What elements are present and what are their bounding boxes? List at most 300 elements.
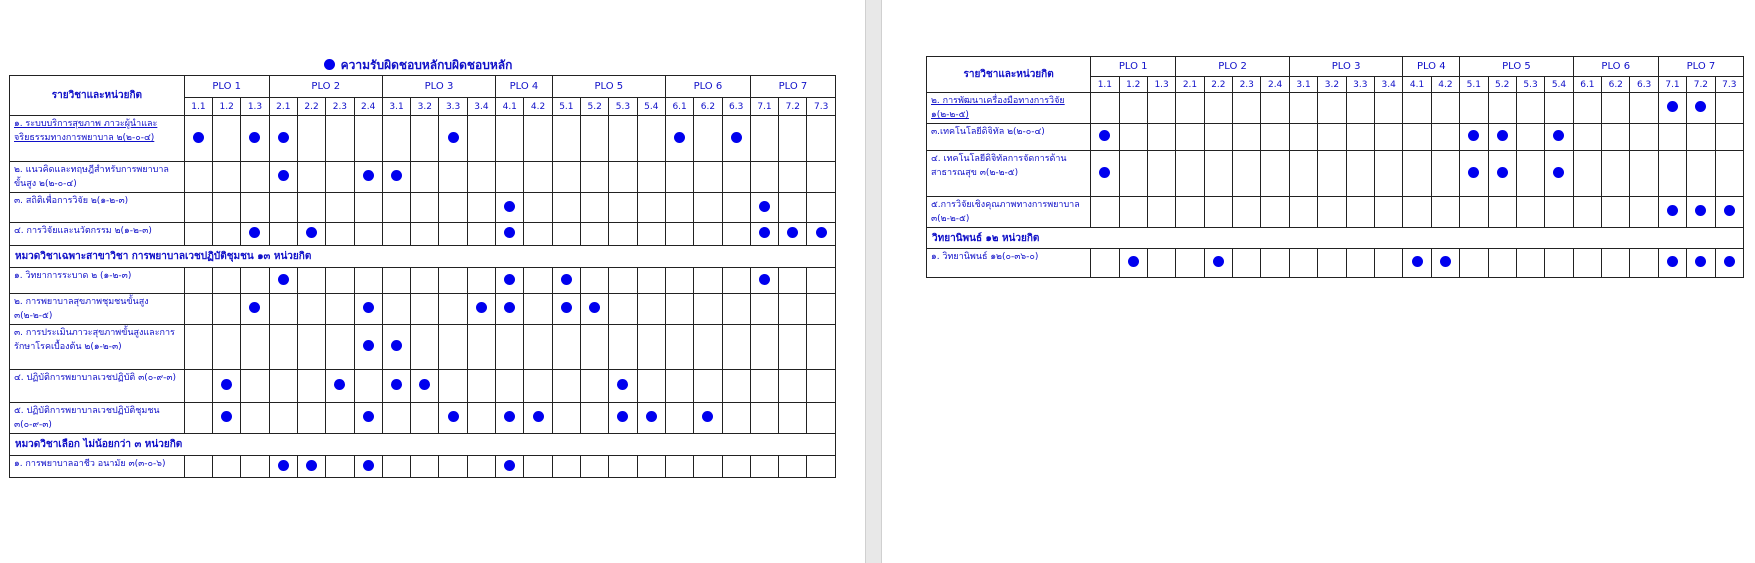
- plo-cell: [1516, 124, 1544, 151]
- plo-cell: [779, 403, 807, 434]
- plo-cell: [241, 162, 269, 193]
- plo-group-header: PLO 5: [1460, 57, 1574, 77]
- plo-cell: [269, 223, 297, 246]
- plo-cell: [354, 162, 382, 193]
- plo-cell: [665, 370, 693, 403]
- plo-cell: [269, 325, 297, 370]
- plo-cell: [411, 223, 439, 246]
- responsibility-dot-icon: [278, 170, 289, 181]
- plo-cell: [581, 268, 609, 294]
- plo-cell: [524, 193, 552, 223]
- responsibility-dot-icon: [476, 302, 487, 313]
- plo-cell: [807, 325, 836, 370]
- plo-cell: [382, 223, 410, 246]
- plo-sub-header: 4.1: [1403, 77, 1431, 93]
- plo-cell: [581, 162, 609, 193]
- plo-cell: [1687, 197, 1715, 228]
- plo-cell: [1431, 124, 1459, 151]
- plo-sub-header: 2.3: [1233, 77, 1261, 93]
- plo-sub-header: 3.2: [1318, 77, 1346, 93]
- plo-cell: [1204, 124, 1232, 151]
- responsibility-dot-icon: [674, 132, 685, 143]
- plo-cell: [1204, 93, 1232, 124]
- responsibility-dot-icon: [504, 411, 515, 422]
- responsibility-dot-icon: [759, 274, 770, 285]
- plo-cell: [1658, 93, 1686, 124]
- plo-cell: [184, 294, 212, 325]
- plo-cell: [269, 294, 297, 325]
- plo-cell: [496, 223, 524, 246]
- plo-cell: [411, 116, 439, 162]
- plo-cell: [750, 193, 778, 223]
- plo-cell: [1233, 93, 1261, 124]
- responsibility-dot-icon: [1695, 205, 1706, 216]
- plo-cell: [269, 456, 297, 478]
- plo-cell: [722, 116, 750, 162]
- plo-cell: [722, 162, 750, 193]
- plo-cell: [750, 162, 778, 193]
- plo-cell: [1176, 124, 1204, 151]
- plo-cell: [524, 223, 552, 246]
- course-name: ๑. วิทยานิพนธ์ ๑๒(๐-๓๖-๐): [927, 249, 1091, 278]
- plo-cell: [326, 403, 354, 434]
- plo-sub-header: 2.2: [1204, 77, 1232, 93]
- plo-cell: [1374, 151, 1402, 197]
- responsibility-dot-icon: [448, 411, 459, 422]
- plo-sub-header: 3.1: [1289, 77, 1317, 93]
- plo-cell: [411, 193, 439, 223]
- plo-cell: [1658, 197, 1686, 228]
- plo-group-header: PLO 2: [1176, 57, 1290, 77]
- course-name: ๒. การพยาบาลสุขภาพชุมชนขั้นสูง ๓(๒-๒-๕): [10, 294, 185, 325]
- plo-cell: [779, 456, 807, 478]
- course-name: ๔. ปฏิบัติการพยาบาลเวชปฏิบัติ ๓(๐-๙-๓): [10, 370, 185, 403]
- plo-sub-header: 1.1: [1091, 77, 1119, 93]
- plo-cell: [722, 456, 750, 478]
- plo-sub-header: 6.2: [1602, 77, 1630, 93]
- plo-cell: [1403, 249, 1431, 278]
- plo-sub-header: 2.1: [269, 98, 297, 116]
- responsibility-dot-icon: [363, 411, 374, 422]
- plo-group-header: PLO 3: [382, 76, 495, 98]
- plo-cell: [694, 223, 722, 246]
- plo-cell: [1431, 197, 1459, 228]
- plo-cell: [750, 456, 778, 478]
- course-column-header: รายวิชาและหน่วยกิต: [10, 76, 185, 116]
- plo-cell: [213, 268, 241, 294]
- responsibility-dot-icon: [617, 379, 628, 390]
- plo-cell: [750, 268, 778, 294]
- responsibility-dot-icon: [561, 274, 572, 285]
- plo-cell: [1630, 124, 1658, 151]
- plo-cell: [354, 370, 382, 403]
- plo-group-header: PLO 6: [665, 76, 750, 98]
- plo-sub-header: 6.3: [722, 98, 750, 116]
- plo-cell: [326, 193, 354, 223]
- plo-cell: [1119, 124, 1147, 151]
- course-name: ๑. ระบบบริการสุขภาพ ภาวะผู้นำและจริยธรรมทางการพยาบาล ๒(๒-๐-๔): [10, 116, 185, 162]
- plo-cell: [722, 294, 750, 325]
- plo-cell: [1715, 151, 1743, 197]
- plo-cell: [552, 403, 580, 434]
- course-name: ๓. สถิติเพื่อการวิจัย ๒(๑-๒-๓): [10, 193, 185, 223]
- course-name: ๓.เทคโนโลยีดิจิทัล ๒(๒-๐-๔): [927, 124, 1091, 151]
- plo-sub-header: 4.2: [1431, 77, 1459, 93]
- plo-cell: [609, 294, 637, 325]
- plo-sub-header: 5.1: [552, 98, 580, 116]
- plo-cell: [213, 370, 241, 403]
- plo-cell: [1091, 197, 1119, 228]
- plo-cell: [1176, 249, 1204, 278]
- plo-cell: [496, 456, 524, 478]
- plo-cell: [326, 162, 354, 193]
- plo-cell: [326, 268, 354, 294]
- plo-cell: [1374, 124, 1402, 151]
- plo-cell: [1204, 151, 1232, 197]
- plo-cell: [1573, 197, 1601, 228]
- plo-cell: [722, 325, 750, 370]
- plo-cell: [1488, 124, 1516, 151]
- responsibility-dot-icon: [221, 411, 232, 422]
- course-name: ๕. ปฏิบัติการพยาบาลเวชปฏิบัติชุมชน ๓(๐-๙-๓): [10, 403, 185, 434]
- plo-cell: [1176, 197, 1204, 228]
- plo-cell: [382, 294, 410, 325]
- plo-cell: [1233, 197, 1261, 228]
- plo-sub-header: 7.2: [779, 98, 807, 116]
- responsibility-dot-icon: [278, 460, 289, 471]
- plo-cell: [1630, 151, 1658, 197]
- plo-group-header: PLO 6: [1573, 57, 1658, 77]
- responsibility-dot-icon: [1468, 167, 1479, 178]
- course-row: [927, 249, 1744, 278]
- plo-cell: [524, 294, 552, 325]
- responsibility-dot-icon: [391, 379, 402, 390]
- plo-cell: [269, 193, 297, 223]
- plo-cell: [694, 325, 722, 370]
- plo-cell: [1346, 124, 1374, 151]
- plo-cell: [184, 268, 212, 294]
- plo-cell: [581, 116, 609, 162]
- plo-cell: [1573, 151, 1601, 197]
- responsibility-dot-icon: [363, 340, 374, 351]
- plo-cell: [524, 456, 552, 478]
- plo-cell: [1289, 151, 1317, 197]
- plo-cell: [779, 268, 807, 294]
- plo-cell: [1488, 151, 1516, 197]
- responsibility-dot-icon: [1724, 205, 1735, 216]
- plo-cell: [1091, 124, 1119, 151]
- plo-cell: [1346, 197, 1374, 228]
- plo-cell: [1488, 197, 1516, 228]
- plo-cell: [326, 294, 354, 325]
- plo-cell: [665, 456, 693, 478]
- plo-cell: [722, 370, 750, 403]
- plo-cell: [609, 193, 637, 223]
- course-row: [10, 325, 836, 370]
- plo-cell: [439, 456, 467, 478]
- plo-cell: [552, 223, 580, 246]
- plo-cell: [241, 456, 269, 478]
- plo-cell: [297, 370, 325, 403]
- plo-cell: [1573, 249, 1601, 278]
- plo-cell: [382, 370, 410, 403]
- plo-cell: [241, 403, 269, 434]
- plo-cell: [524, 268, 552, 294]
- plo-cell: [1630, 249, 1658, 278]
- plo-sub-header: 2.4: [354, 98, 382, 116]
- responsibility-dot-icon: [1497, 130, 1508, 141]
- plo-cell: [665, 223, 693, 246]
- plo-cell: [807, 193, 836, 223]
- plo-cell: [439, 294, 467, 325]
- plo-cell: [1687, 124, 1715, 151]
- plo-cell: [1573, 93, 1601, 124]
- course-row: [10, 223, 836, 246]
- plo-cell: [609, 456, 637, 478]
- plo-cell: [665, 294, 693, 325]
- plo-cell: [1516, 197, 1544, 228]
- plo-cell: [694, 193, 722, 223]
- plo-cell: [326, 456, 354, 478]
- plo-cell: [1545, 249, 1573, 278]
- plo-cell: [524, 116, 552, 162]
- plo-cell: [411, 294, 439, 325]
- plo-cell: [665, 403, 693, 434]
- plo-sub-header: 4.1: [496, 98, 524, 116]
- plo-cell: [1460, 249, 1488, 278]
- document-title: [0, 56, 836, 75]
- plo-cell: [609, 162, 637, 193]
- plo-cell: [1687, 249, 1715, 278]
- plo-cell: [184, 456, 212, 478]
- plo-cell: [297, 116, 325, 162]
- plo-cell: [1119, 197, 1147, 228]
- plo-cell: [354, 193, 382, 223]
- responsibility-dot-icon: [1099, 167, 1110, 178]
- plo-cell: [637, 294, 665, 325]
- plo-cell: [184, 223, 212, 246]
- plo-cell: [241, 325, 269, 370]
- plo-cell: [1289, 197, 1317, 228]
- plo-cell: [779, 193, 807, 223]
- responsibility-dot-icon: [391, 170, 402, 181]
- plo-cell: [750, 223, 778, 246]
- responsibility-dot-icon: [391, 340, 402, 351]
- plo-table-page-1: [9, 75, 836, 478]
- plo-cell: [1233, 151, 1261, 197]
- plo-cell: [807, 162, 836, 193]
- plo-cell: [184, 162, 212, 193]
- plo-cell: [1630, 93, 1658, 124]
- responsibility-dot-icon: [193, 132, 204, 143]
- plo-cell: [241, 294, 269, 325]
- plo-cell: [1602, 249, 1630, 278]
- plo-cell: [1204, 249, 1232, 278]
- responsibility-dot-icon: [617, 411, 628, 422]
- plo-cell: [1658, 151, 1686, 197]
- plo-cell: [779, 294, 807, 325]
- plo-cell: [1289, 249, 1317, 278]
- plo-cell: [694, 268, 722, 294]
- plo-cell: [297, 162, 325, 193]
- responsibility-dot-icon: [249, 132, 260, 143]
- plo-sub-header: 3.1: [382, 98, 410, 116]
- plo-group-header: PLO 4: [1403, 57, 1460, 77]
- course-row: [10, 370, 836, 403]
- plo-cell: [269, 403, 297, 434]
- course-row: [10, 162, 836, 193]
- plo-cell: [1516, 151, 1544, 197]
- plo-cell: [637, 456, 665, 478]
- plo-cell: [1147, 124, 1175, 151]
- plo-cell: [269, 268, 297, 294]
- plo-group-header: PLO 4: [496, 76, 553, 98]
- responsibility-dot-icon: [787, 227, 798, 238]
- plo-cell: [1431, 151, 1459, 197]
- plo-cell: [1431, 249, 1459, 278]
- plo-cell: [439, 403, 467, 434]
- responsibility-dot-icon: [1695, 256, 1706, 267]
- responsibility-dot-icon: [1695, 101, 1706, 112]
- section-row: [10, 246, 836, 268]
- plo-cell: [467, 116, 495, 162]
- plo-sub-header: 1.3: [241, 98, 269, 116]
- responsibility-dot-icon: [448, 132, 459, 143]
- plo-cell: [1488, 249, 1516, 278]
- plo-cell: [807, 116, 836, 162]
- plo-cell: [750, 370, 778, 403]
- plo-cell: [779, 325, 807, 370]
- plo-cell: [1261, 93, 1289, 124]
- plo-cell: [496, 325, 524, 370]
- plo-cell: [581, 325, 609, 370]
- plo-sub-header: 1.2: [1119, 77, 1147, 93]
- plo-cell: [779, 223, 807, 246]
- responsibility-dot-icon: [702, 411, 713, 422]
- plo-cell: [411, 325, 439, 370]
- plo-cell: [1460, 197, 1488, 228]
- plo-cell: [552, 268, 580, 294]
- plo-sub-header: 2.3: [326, 98, 354, 116]
- plo-cell: [807, 456, 836, 478]
- plo-cell: [467, 294, 495, 325]
- responsibility-dot-icon: [1412, 256, 1423, 267]
- plo-cell: [581, 223, 609, 246]
- plo-cell: [1147, 93, 1175, 124]
- plo-cell: [354, 294, 382, 325]
- plo-cell: [382, 456, 410, 478]
- plo-sub-header: 1.1: [184, 98, 212, 116]
- plo-sub-header: 5.4: [1545, 77, 1573, 93]
- course-name: ๒. การพัฒนาเครื่องมือทางการวิจัย ๑(๒-๒-๕): [927, 93, 1091, 124]
- plo-sub-header: 3.3: [1346, 77, 1374, 93]
- responsibility-dot-icon: [249, 227, 260, 238]
- plo-cell: [694, 456, 722, 478]
- plo-cell: [694, 403, 722, 434]
- plo-cell: [213, 403, 241, 434]
- plo-group-header: PLO 5: [552, 76, 665, 98]
- plo-cell: [213, 193, 241, 223]
- plo-cell: [524, 403, 552, 434]
- responsibility-dot-icon: [1667, 205, 1678, 216]
- plo-sub-header: 7.1: [750, 98, 778, 116]
- plo-cell: [297, 403, 325, 434]
- responsibility-dot-icon: [816, 227, 827, 238]
- responsibility-dot-icon: [306, 227, 317, 238]
- course-name: ๕.การวิจัยเชิงคุณภาพทางการพยาบาล ๓(๒-๒-๕): [927, 197, 1091, 228]
- plo-cell: [694, 294, 722, 325]
- plo-cell: [1602, 124, 1630, 151]
- plo-cell: [496, 403, 524, 434]
- course-row: [10, 193, 836, 223]
- document-title-text: ความรับผิดชอบหลักบผิดชอบหลัก: [340, 58, 513, 72]
- plo-cell: [665, 193, 693, 223]
- responsibility-dot-icon: [504, 302, 515, 313]
- responsibility-dot-icon: [589, 302, 600, 313]
- plo-cell: [439, 370, 467, 403]
- responsibility-dot-icon: [646, 411, 657, 422]
- plo-cell: [467, 223, 495, 246]
- course-name: ๔. การวิจัยและนวัตกรรม ๒(๑-๒-๓): [10, 223, 185, 246]
- responsibility-dot-icon: [363, 302, 374, 313]
- plo-cell: [750, 403, 778, 434]
- plo-sub-header: 6.1: [1573, 77, 1601, 93]
- bullet-icon: [324, 59, 335, 70]
- course-row: [10, 403, 836, 434]
- plo-cell: [1602, 151, 1630, 197]
- plo-cell: [411, 162, 439, 193]
- plo-cell: [1261, 197, 1289, 228]
- responsibility-dot-icon: [1213, 256, 1224, 267]
- plo-cell: [213, 116, 241, 162]
- plo-cell: [1403, 197, 1431, 228]
- course-name: ๔. เทคโนโลยีดิจิทัลการจัดการด้านสาธารณสุข ๓(๒-๒-๕): [927, 151, 1091, 197]
- responsibility-dot-icon: [1128, 256, 1139, 267]
- plo-cell: [552, 456, 580, 478]
- plo-group-header: PLO 7: [750, 76, 835, 98]
- plo-cell: [241, 116, 269, 162]
- plo-cell: [807, 294, 836, 325]
- plo-cell: [1374, 197, 1402, 228]
- plo-cell: [354, 268, 382, 294]
- responsibility-dot-icon: [278, 132, 289, 143]
- course-row: [10, 268, 836, 294]
- plo-cell: [1630, 197, 1658, 228]
- plo-cell: [1147, 249, 1175, 278]
- plo-cell: [1658, 124, 1686, 151]
- plo-sub-header: 4.2: [524, 98, 552, 116]
- plo-cell: [269, 162, 297, 193]
- plo-cell: [1403, 124, 1431, 151]
- plo-cell: [241, 268, 269, 294]
- course-row: [10, 294, 836, 325]
- plo-cell: [694, 370, 722, 403]
- responsibility-dot-icon: [759, 201, 770, 212]
- plo-cell: [326, 116, 354, 162]
- plo-cell: [609, 223, 637, 246]
- plo-cell: [722, 223, 750, 246]
- plo-cell: [750, 325, 778, 370]
- responsibility-dot-icon: [334, 379, 345, 390]
- course-name: ๑. วิทยาการระบาด ๒ (๑-๒-๓): [10, 268, 185, 294]
- plo-cell: [496, 370, 524, 403]
- plo-sub-header: 7.3: [1715, 77, 1743, 93]
- plo-cell: [382, 325, 410, 370]
- plo-cell: [354, 116, 382, 162]
- responsibility-dot-icon: [504, 227, 515, 238]
- responsibility-dot-icon: [504, 460, 515, 471]
- plo-cell: [184, 370, 212, 403]
